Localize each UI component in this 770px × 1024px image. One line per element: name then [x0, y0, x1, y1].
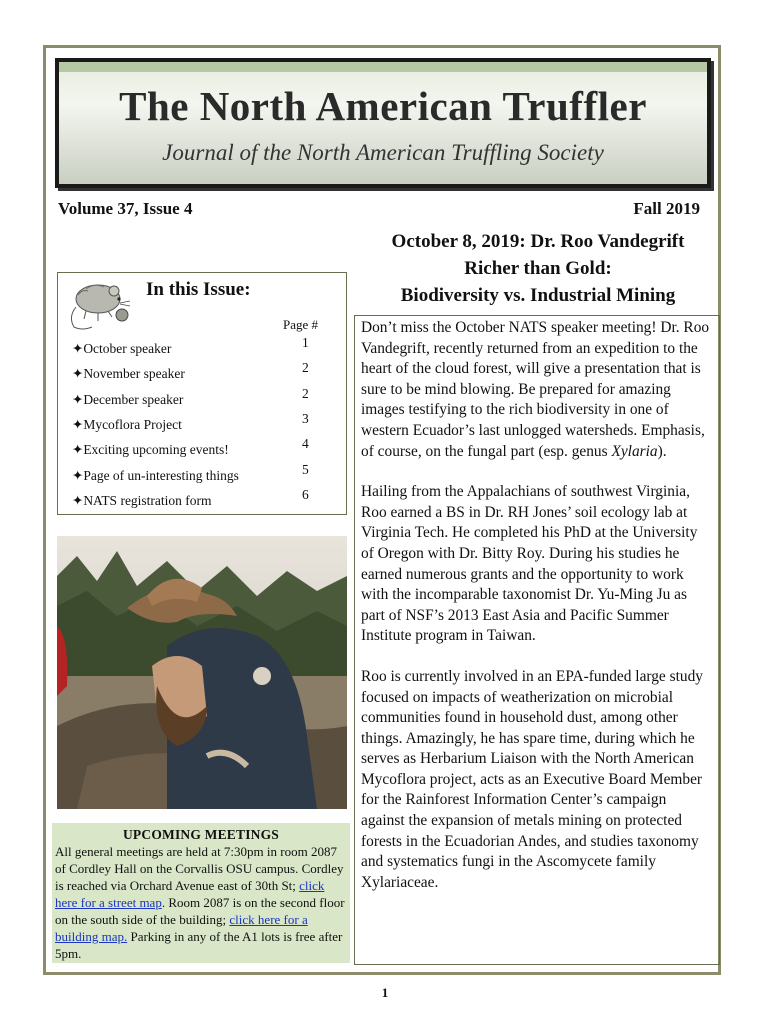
toc-item-page: 3: [302, 410, 309, 426]
star-bullet-icon: ✦: [72, 366, 84, 382]
masthead-band: [59, 62, 707, 72]
article-body: [354, 315, 720, 965]
meetings-text: [55, 843, 347, 962]
toc-item-page: 1: [302, 335, 309, 350]
toc-item: [72, 461, 342, 484]
building-map-link[interactable]: click here for a building map.: [55, 912, 308, 944]
article-paragraph-1: [361, 318, 713, 462]
journal-title: The North American Truffler: [119, 83, 647, 129]
paragraph-1-end: ).: [657, 442, 667, 460]
headline-line-2: Richer than Gold:: [464, 258, 612, 279]
table-of-contents: [57, 272, 347, 515]
meetings-text-2: . Room 2087 is on the second floor on the south side of the building;: [55, 895, 345, 927]
star-bullet-icon: ✦: [72, 416, 84, 432]
mouse-icon: [64, 277, 136, 335]
volume-issue: Volume 37, Issue 4: [58, 199, 193, 218]
toc-title: In this Issue:: [146, 279, 251, 300]
toc-item-label: Exciting upcoming events!: [83, 442, 229, 458]
article-headline: [354, 228, 722, 309]
toc-item-page: 4: [302, 436, 309, 452]
toc-item-page: 2: [302, 385, 309, 401]
article-paragraph-2: Hailing from the Appalachians of southwest Virginia, Roo earned a BS in Dr. RH Jones’ soil ecology lab at Virginia Tech. He completed his PhD at the University of Oregon with Dr. Bitty Roy. During his studies he earned numerous grants and the opportunity to work with the incomparable taxonomist Dr. Yu-Ming Ju as part of NSF’s 2013 East Asia and Pacific Summer Institute program in Taiwan.: [361, 483, 698, 645]
toc-item-label: October speaker: [83, 341, 172, 356]
speaker-photo: [57, 536, 347, 809]
toc-page-header: Page #: [283, 317, 319, 332]
toc-item: [72, 385, 342, 408]
meetings-heading: UPCOMING MEETINGS: [122, 827, 280, 842]
toc-item-page: 6: [302, 486, 309, 502]
meetings-text-3: Parking in any of the A1 lots is free after 5pm.: [55, 929, 343, 961]
paragraph-1-text: Don’t miss the October NATS speaker meeting! Dr. Roo Vandegrift, recently returned from an expedition to the heart of the cloud forest, will give a presentation that is sure to be mind blowing. Be prepared for amazing images testifying to the rich biodiversity in one of western Ecuador’s last unlogged watersheds. Emphasis, of course, on the fungal part (esp. genus: [361, 319, 710, 460]
toc-item: [72, 335, 342, 357]
toc-item-page: 5: [302, 461, 309, 477]
star-bullet-icon: ✦: [72, 492, 84, 508]
headline-line-3: Biodiversity vs. Industrial Mining: [400, 285, 676, 306]
toc-item: [72, 436, 342, 458]
toc-item: [72, 486, 342, 509]
star-bullet-icon: ✦: [72, 341, 84, 356]
star-bullet-icon: ✦: [72, 467, 84, 483]
upcoming-meetings-box: [52, 823, 350, 963]
star-bullet-icon: ✦: [72, 442, 84, 458]
meetings-text-1: All general meetings are held at 7:30pm in room 2087 of Cordley Hall on the Corvallis OSU campus. Cordley is reached via Orchard Avenue east of 30th St;: [55, 844, 344, 893]
headline-line-1: October 8, 2019: Dr. Roo Vandegrift: [391, 231, 685, 252]
toc-item-label: November speaker: [83, 366, 185, 382]
toc-item-label: Mycoflora Project: [83, 416, 182, 432]
toc-item-label: Page of un-interesting things: [83, 467, 239, 483]
star-bullet-icon: ✦: [72, 391, 84, 407]
toc-item-label: NATS registration form: [83, 492, 212, 508]
street-map-link[interactable]: click here for a street map: [55, 878, 325, 910]
issue-season: Fall 2019: [633, 199, 700, 218]
toc-item: [72, 410, 342, 433]
journal-subtitle: Journal of the North American Truffling Society: [162, 140, 604, 165]
article-paragraph-3: Roo is currently involved in an EPA-funded large study focused on impacts of weatherization on microbial communities found in household dust, among other things. Amazingly, he has spare time, during which he serves as Herbarium Liaison with the North American Mycoflora project, acts as an Executive Board Member for the Rainforest Information Center’s campaign against the expansion of metals mining on protected forests in the Ecuadorian Andes, and studies taxonomy and systematics fungi in the Ascomycete family Xylariaceae.: [361, 667, 703, 891]
toc-item: [72, 360, 342, 382]
page-number: 1: [381, 985, 389, 1000]
toc-item-label: December speaker: [83, 391, 184, 407]
genus-name: Xylaria: [611, 442, 658, 460]
masthead: [55, 58, 711, 188]
toc-item-page: 2: [302, 360, 309, 376]
